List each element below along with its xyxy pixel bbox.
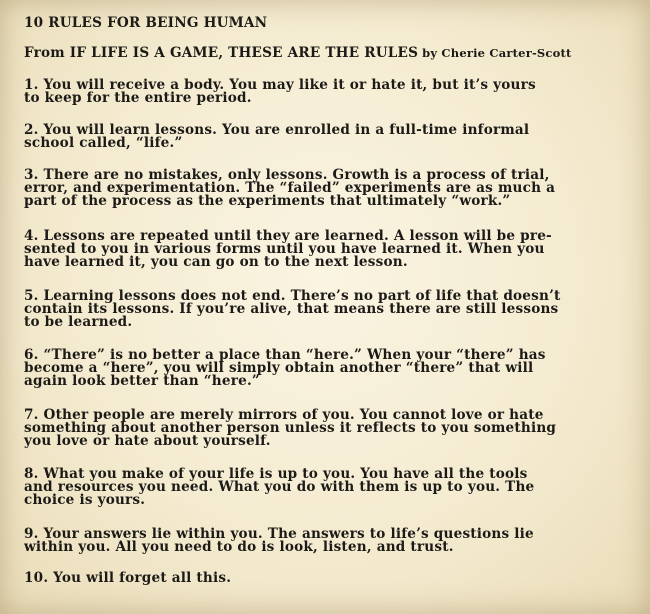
rule-line: sented to you in various forms until you have learned it. When you bbox=[24, 241, 545, 257]
rule-line: 1. You will receive a body. You may like it or hate it, but it’s yours bbox=[24, 77, 536, 93]
rule-line: 10. You will forget all this. bbox=[24, 570, 232, 586]
rule-5 bbox=[24, 290, 639, 329]
rule-line: 7. Other people are merely mirrors of you. You cannot love or hate bbox=[24, 407, 544, 423]
rule-6 bbox=[24, 349, 639, 388]
rule-line: part of the process as the experiments that ultimately “work.” bbox=[24, 193, 511, 209]
rule-line: to keep for the entire period. bbox=[24, 90, 252, 106]
rule-10 bbox=[24, 572, 639, 585]
rule-4 bbox=[24, 230, 639, 269]
rule-line: 5. Learning lessons does not end. There’s no part of life that doesn’t bbox=[24, 288, 561, 304]
rule-line: 4. Lessons are repeated until they are learned. A lesson will be pre- bbox=[24, 228, 552, 244]
rule-line: contain its lessons. If you’re alive, that means there are still lessons bbox=[24, 301, 559, 317]
rule-line: something about another person unless it reflects to you something bbox=[24, 420, 557, 436]
rule-7 bbox=[24, 409, 639, 448]
rule-9 bbox=[24, 528, 639, 554]
rule-line: 9. Your answers lie within you. The answers to life’s questions lie bbox=[24, 526, 534, 542]
rule-line: 2. You will learn lessons. You are enrolled in a full-time informal bbox=[24, 122, 530, 138]
author-credit: by Cherie Carter-Scott bbox=[422, 46, 572, 60]
rule-1 bbox=[24, 79, 639, 105]
rule-line: become a “here”, you will simply obtain another “there” that will bbox=[24, 360, 534, 376]
document-subtitle bbox=[24, 47, 572, 60]
rule-line: school called, “life.” bbox=[24, 135, 183, 151]
rule-8 bbox=[24, 468, 639, 507]
document-title: 10 RULES FOR BEING HUMAN bbox=[24, 15, 268, 31]
rule-line: to be learned. bbox=[24, 314, 133, 330]
rule-line: 8. What you make of your life is up to you. You have all the tools bbox=[24, 466, 528, 482]
rule-line: have learned it, you can go on to the next lesson. bbox=[24, 254, 408, 270]
rule-line: within you. All you need to do is look, listen, and trust. bbox=[24, 539, 454, 555]
rule-line: error, and experimentation. The “failed” experiments are as much a bbox=[24, 180, 556, 196]
rule-line: 3. There are no mistakes, only lessons. Growth is a process of trial, bbox=[24, 167, 550, 183]
source-book: From IF LIFE IS A GAME, THESE ARE THE RULES bbox=[24, 45, 419, 61]
rule-2 bbox=[24, 124, 639, 150]
rule-line: 6. “There” is no better a place than “here.” When your “there” has bbox=[24, 347, 546, 363]
rule-line: you love or hate about yourself. bbox=[24, 433, 271, 449]
rule-3 bbox=[24, 169, 639, 208]
rule-line: and resources you need. What you do with them is up to you. The bbox=[24, 479, 535, 495]
rule-line: again look better than “here.” bbox=[24, 373, 260, 389]
rule-line: choice is yours. bbox=[24, 492, 146, 508]
